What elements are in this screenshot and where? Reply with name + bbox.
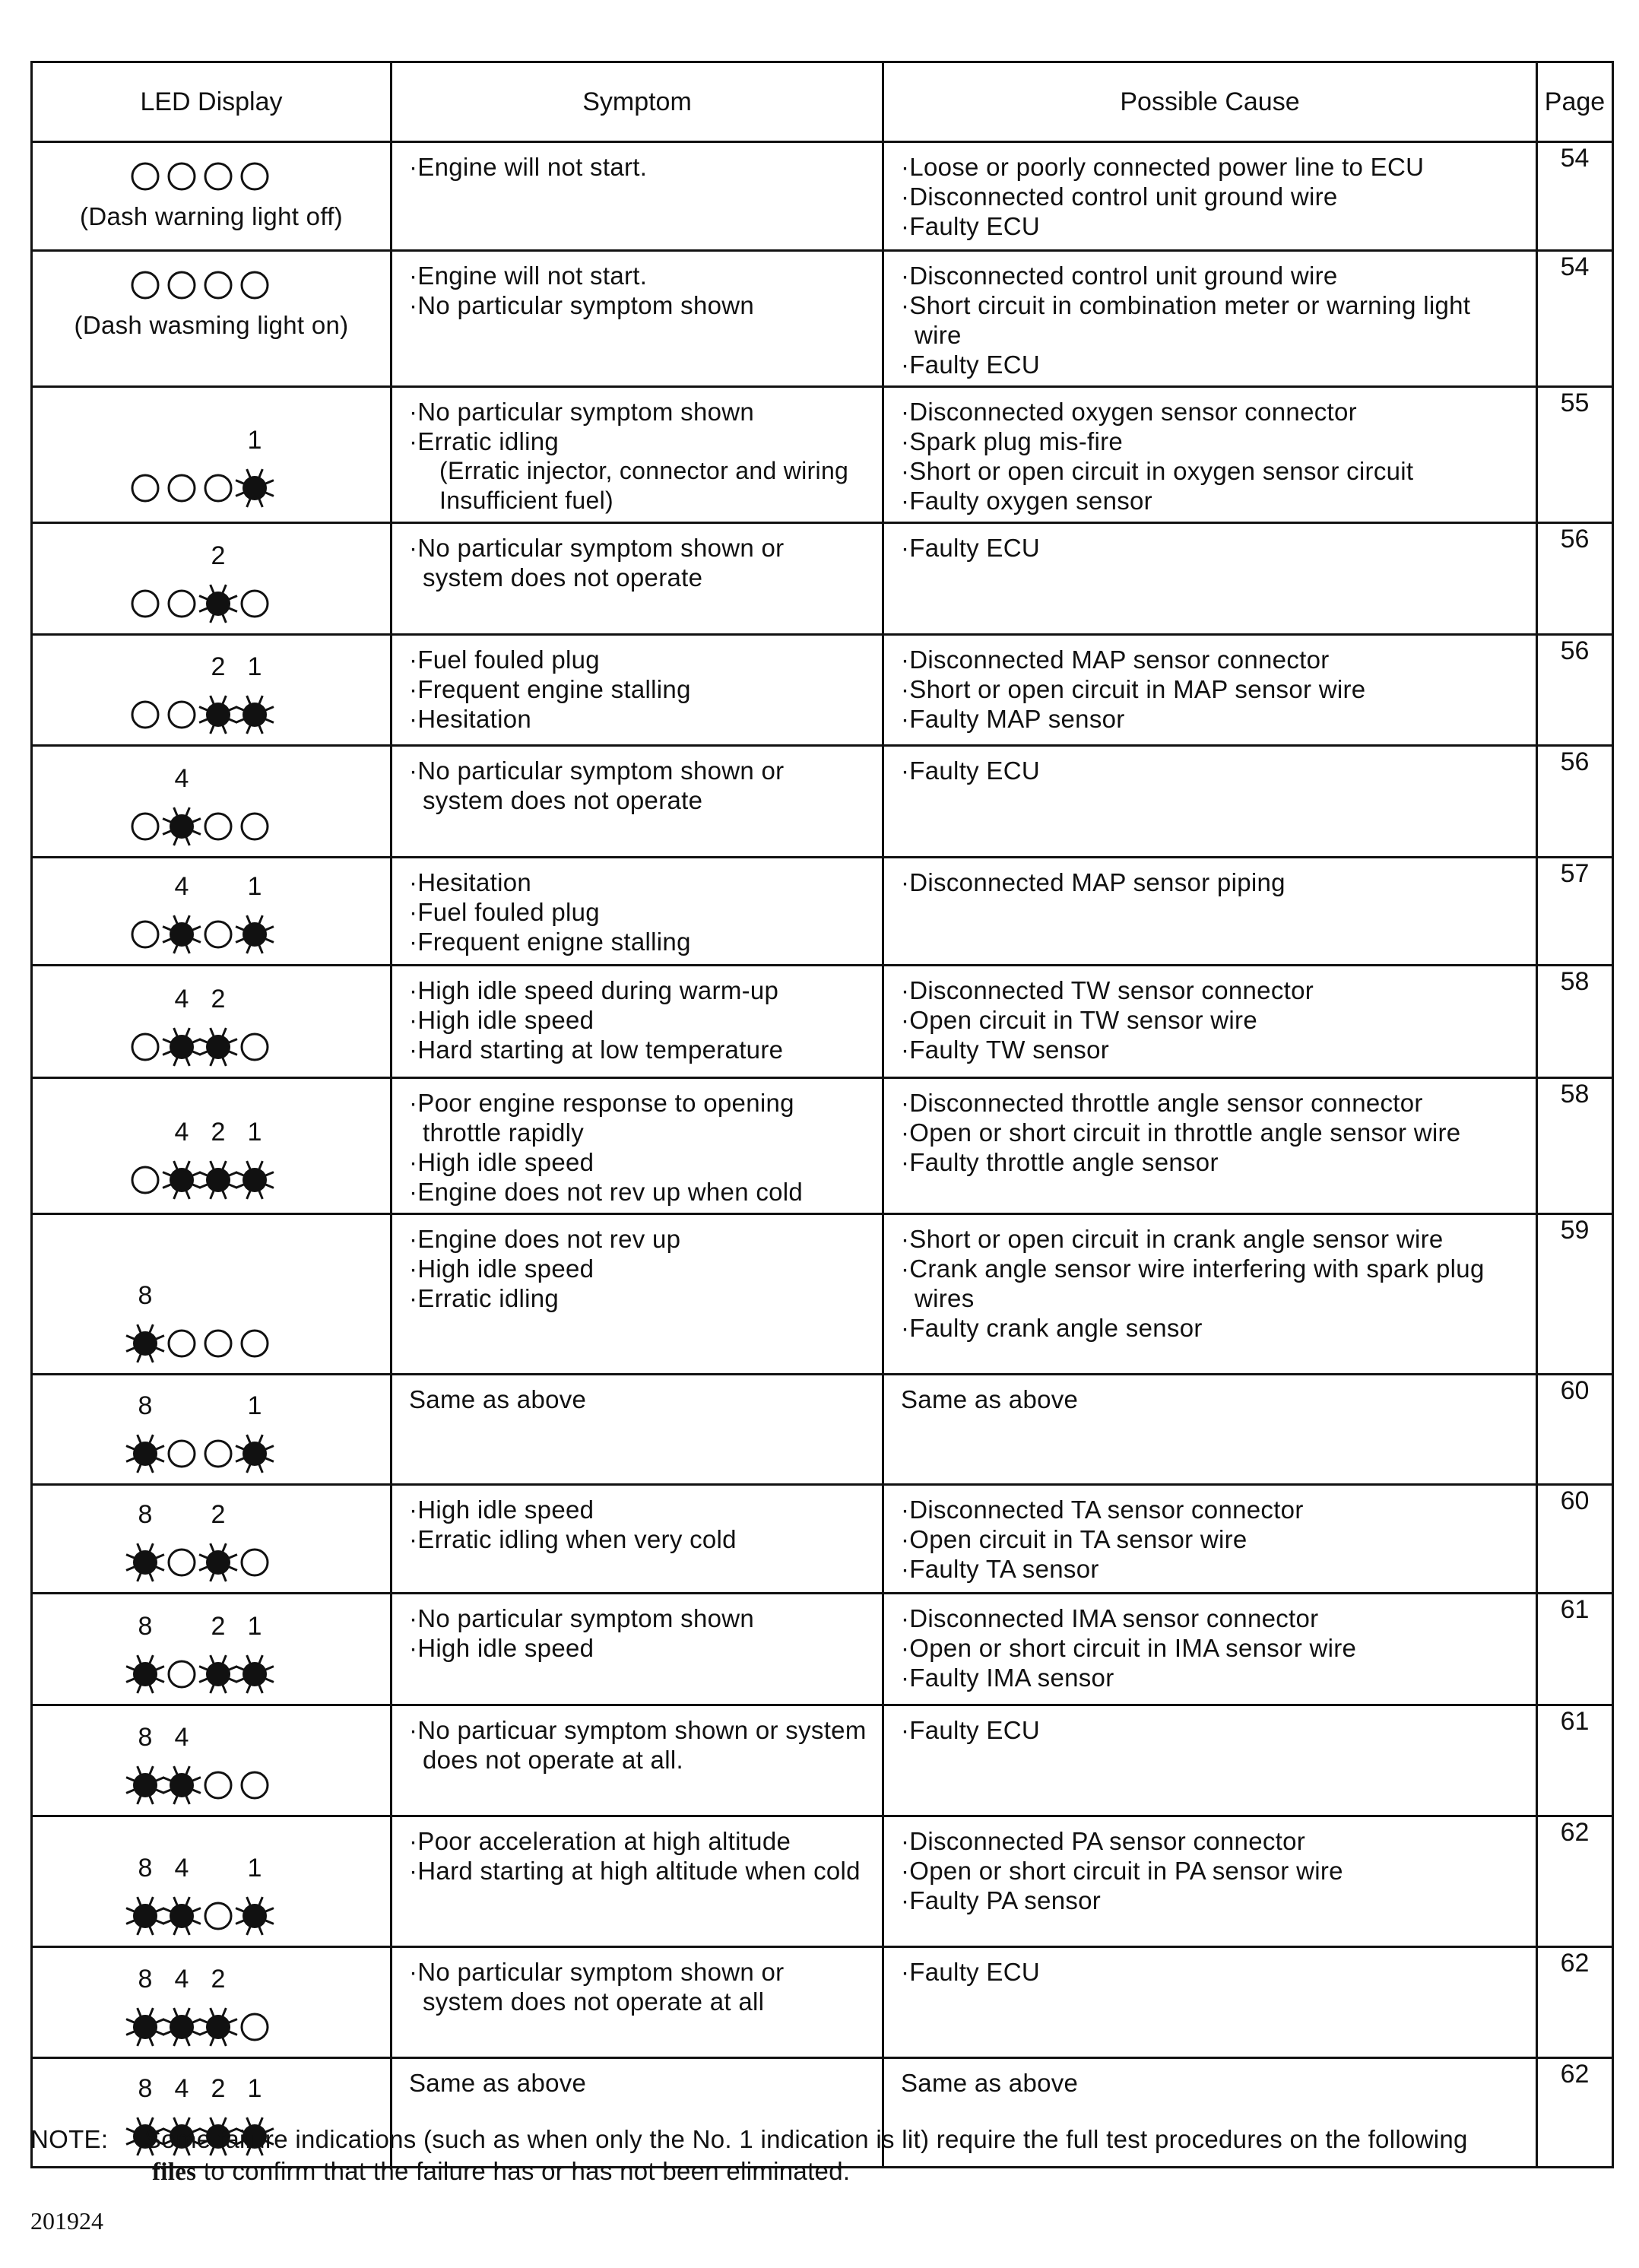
table-row [32, 523, 1613, 635]
cause-item: · Faulty ECU [901, 1715, 1523, 1745]
cause-item: · Faulty throttle angle sensor [901, 1147, 1523, 1177]
table-row [32, 1816, 1613, 1947]
led-indicator-group [33, 1817, 392, 1948]
symptom-item: · Erratic idling [409, 1283, 870, 1313]
symptom-cell [392, 746, 883, 858]
footnote [30, 2124, 1619, 2188]
led-number-label: 2 [211, 1965, 226, 1994]
led-number-label: 8 [138, 1854, 153, 1883]
symptom-cell [392, 1078, 883, 1214]
led-lit [199, 1028, 237, 1066]
led-display-cell [32, 142, 392, 251]
led-number-label: 2 [211, 1500, 226, 1529]
led-unlit [169, 1550, 195, 1575]
led-number-label: 8 [138, 1723, 153, 1752]
table-row [32, 635, 1613, 746]
cause-item: · Disconnected oxygen sensor connector [901, 397, 1523, 427]
cause-cell [883, 1214, 1537, 1375]
symptom-item: · Engine does not rev up [409, 1224, 870, 1254]
led-unlit [132, 921, 158, 947]
cause-item: · Disconnected throttle angle sensor connector [901, 1088, 1523, 1118]
led-indicator-group [33, 636, 392, 747]
led-unlit [132, 163, 158, 189]
cause-item: · Faulty TW sensor [901, 1035, 1523, 1064]
led-display-cell [32, 1816, 392, 1947]
led-unlit [132, 591, 158, 617]
symptom-cell [392, 1214, 883, 1375]
led-number-label: 1 [247, 426, 262, 455]
symptom-item: · No particuar symptom shown or system does not operate at all. [409, 1715, 870, 1775]
symptom-item: (Erratic injector, connector and wiring Insufficient fuel) [439, 457, 849, 514]
led-lit [199, 1543, 237, 1581]
symptom-item: · Frequent engine stalling [409, 674, 870, 704]
led-unlit [132, 1167, 158, 1193]
table-row [32, 1485, 1613, 1594]
led-display-cell [32, 635, 392, 746]
page-number-cell: 55 [1537, 387, 1613, 523]
led-unlit [205, 814, 231, 839]
led-lit [199, 1161, 237, 1199]
led-number-label: 1 [247, 1391, 262, 1420]
led-display-cell [32, 746, 392, 858]
symptom-item: · No particular symptom shown or system does not operate [409, 533, 870, 592]
led-unlit [169, 475, 195, 501]
symptom-item: · High idle speed [409, 1633, 870, 1663]
led-indicator-group [33, 1594, 392, 1706]
table-row [32, 1594, 1613, 1705]
cause-cell [883, 1485, 1537, 1594]
led-lit [126, 1766, 164, 1804]
cause-item: · Open or short circuit in IMA sensor wire [901, 1633, 1523, 1663]
led-number-label: 1 [247, 652, 262, 681]
led-indicator-group [33, 858, 392, 966]
cause-cell [883, 251, 1537, 387]
cause-item: · Loose or poorly connected power line to ECU [901, 152, 1523, 182]
symptom-cell [392, 966, 883, 1078]
page-number-cell: 57 [1537, 858, 1613, 966]
led-display-cell [32, 1375, 392, 1485]
cause-item: · Faulty crank angle sensor [901, 1313, 1523, 1343]
led-unlit [205, 163, 231, 189]
cause-item: · Disconnected TW sensor connector [901, 975, 1523, 1005]
led-lit [236, 1655, 274, 1693]
led-display-cell [32, 1078, 392, 1214]
led-number-label: 4 [174, 764, 189, 793]
led-unlit [169, 1661, 195, 1687]
led-number-label: 8 [138, 1612, 153, 1641]
led-display-cell [32, 251, 392, 387]
symptom-item: · High idle speed [409, 1005, 870, 1035]
led-number-label: 8 [138, 2074, 153, 2103]
led-indicator-group [33, 1948, 392, 2059]
cause-cell [883, 142, 1537, 251]
led-display-cell [32, 1947, 392, 2058]
led-number-label: 8 [138, 1391, 153, 1420]
led-lit [126, 1897, 164, 1935]
page-number-cell: 59 [1537, 1214, 1613, 1375]
led-unlit [132, 272, 158, 298]
cause-cell [883, 1816, 1537, 1947]
cause-item: · Faulty ECU [901, 350, 1523, 379]
led-lit [126, 1655, 164, 1693]
symptom-item: · High idle speed [409, 1147, 870, 1177]
symptom-cell [392, 1947, 883, 2058]
page-number-cell: 60 [1537, 1485, 1613, 1594]
led-indicator-group [33, 1706, 392, 1817]
cause-item: · Disconnected MAP sensor connector [901, 645, 1523, 674]
cause-cell [883, 1078, 1537, 1214]
header-page: Page [1537, 62, 1613, 142]
led-number-label: 2 [211, 2074, 226, 2103]
led-indicator-group [33, 1486, 392, 1594]
cause-item: · Faulty ECU [901, 533, 1523, 563]
cause-cell [883, 523, 1537, 635]
note-line-2: to confirm that the failure has or has not been eliminated. [203, 2157, 851, 2185]
led-unlit [132, 814, 158, 839]
header-led-display: LED Display [32, 62, 392, 142]
led-unlit [169, 163, 195, 189]
cause-item: · Open or short circuit in PA sensor wire [901, 1856, 1523, 1886]
cause-item: Same as above [901, 1385, 1079, 1413]
led-number-label: 2 [211, 1118, 226, 1147]
symptom-item: · Frequent enigne stalling [409, 927, 870, 956]
symptom-item: · No particular symptom shown or system does not operate [409, 756, 870, 815]
led-number-label: 1 [247, 1854, 262, 1883]
led-lit [126, 1324, 164, 1362]
page-number-cell: 56 [1537, 746, 1613, 858]
cause-cell [883, 1705, 1537, 1816]
led-lit [163, 915, 201, 953]
page-number-cell: 62 [1537, 1947, 1613, 2058]
cause-item: · Disconnected MAP sensor piping [901, 868, 1523, 897]
cause-item: · Faulty TA sensor [901, 1554, 1523, 1584]
symptom-item: · High idle speed during warm-up [409, 975, 870, 1005]
led-unlit [205, 475, 231, 501]
cause-cell [883, 635, 1537, 746]
symptom-cell [392, 1375, 883, 1485]
page-number-cell: 56 [1537, 635, 1613, 746]
dash-light-caption: (Dash wasming light on) [74, 311, 349, 339]
led-unlit [169, 702, 195, 728]
table-row [32, 1705, 1613, 1816]
cause-item: · Faulty MAP sensor [901, 704, 1523, 734]
page-number-cell: 58 [1537, 1078, 1613, 1214]
cause-item: · Faulty oxygen sensor [901, 486, 1523, 515]
led-lit [199, 585, 237, 623]
cause-item: · Disconnected TA sensor connector [901, 1495, 1523, 1524]
cause-item: · Faulty IMA sensor [901, 1663, 1523, 1692]
symptom-item: · Fuel fouled plug [409, 897, 870, 927]
symptom-item: · Hard starting at high altitude when cold [409, 1856, 870, 1886]
cause-item: · Disconnected PA sensor connector [901, 1826, 1523, 1856]
cause-cell [883, 1375, 1537, 1485]
note-bold-word: files [152, 2159, 197, 2186]
table-row [32, 858, 1613, 966]
symptom-item: · Engine does not rev up when cold [409, 1177, 870, 1207]
symptom-cell [392, 1816, 883, 1947]
cause-cell [883, 966, 1537, 1078]
symptom-cell [392, 387, 883, 523]
led-lit [126, 2008, 164, 2046]
cause-item: · Short or open circuit in MAP sensor wire [901, 674, 1523, 704]
symptom-cell [392, 858, 883, 966]
symptom-item: · Engine will not start. [409, 152, 870, 182]
symptom-item: · Poor engine response to opening throttle rapidly [409, 1088, 870, 1147]
led-display-cell [32, 387, 392, 523]
cause-item: · Open circuit in TA sensor wire [901, 1524, 1523, 1554]
page-number-cell: 58 [1537, 966, 1613, 1078]
led-number-label: 1 [247, 872, 262, 901]
table-row [32, 1947, 1613, 2058]
cause-cell [883, 858, 1537, 966]
led-unlit [242, 591, 268, 617]
dash-light-caption: (Dash warning light off) [80, 202, 343, 230]
note-line-1: Some failure indications (such as when only the No. 1 indication is lit) require the full test procedures on the following [144, 2125, 1468, 2153]
cause-item: · Short circuit in combination meter or warning light wire [901, 290, 1523, 350]
symptom-cell [392, 1594, 883, 1705]
led-display-cell [32, 858, 392, 966]
led-number-label: 1 [247, 1612, 262, 1641]
cause-item: · Open or short circuit in throttle angle sensor wire [901, 1118, 1523, 1147]
cause-item: · Disconnected control unit ground wire [901, 261, 1523, 290]
table-body [32, 142, 1613, 2168]
led-display-cell [32, 1485, 392, 1594]
cause-item: · Crank angle sensor wire interfering with spark plug wires [901, 1254, 1523, 1313]
led-lit [163, 1766, 201, 1804]
led-lit [236, 1435, 274, 1473]
led-unlit [169, 1441, 195, 1467]
table-row [32, 251, 1613, 387]
cause-item: Same as above [901, 2069, 1079, 2097]
led-lit [236, 469, 274, 507]
cause-item: · Disconnected control unit ground wire [901, 182, 1523, 211]
symptom-item: · Poor acceleration at high altitude [409, 1826, 870, 1856]
led-number-label: 2 [211, 652, 226, 681]
symptom-item: · Fuel fouled plug [409, 645, 870, 674]
symptom-item: Same as above [409, 1385, 587, 1413]
table-row [32, 1214, 1613, 1375]
led-lit [163, 2008, 201, 2046]
symptom-item: · Erratic idling when very cold [409, 1524, 870, 1554]
led-number-label: 4 [174, 985, 189, 1013]
led-unlit [242, 1550, 268, 1575]
symptom-cell [392, 1705, 883, 1816]
led-lit [236, 1897, 274, 1935]
symptom-cell [392, 1485, 883, 1594]
cause-item: · Short or open circuit in crank angle sensor wire [901, 1224, 1523, 1254]
led-display-cell [32, 1214, 392, 1375]
led-number-label: 4 [174, 1854, 189, 1883]
led-lit [163, 807, 201, 845]
symptom-item: · No particular symptom shown [409, 397, 870, 427]
led-number-label: 8 [138, 1965, 153, 1994]
header-symptom: Symptom [392, 62, 883, 142]
diagnostic-sheet [30, 61, 1612, 2168]
led-unlit [205, 1772, 231, 1798]
led-lit [236, 1161, 274, 1199]
led-indicator-group [33, 143, 392, 252]
led-unlit [132, 475, 158, 501]
table-row [32, 966, 1613, 1078]
led-lit [236, 696, 274, 734]
led-unlit [132, 1034, 158, 1060]
led-number-label: 4 [174, 2074, 189, 2103]
led-indicator-group [33, 966, 392, 1079]
led-unlit [242, 272, 268, 298]
symptom-item: · Hesitation [409, 868, 870, 897]
page-number-cell: 61 [1537, 1705, 1613, 1816]
symptom-item: · Hard starting at low temperature [409, 1035, 870, 1064]
page-number-cell: 56 [1537, 523, 1613, 635]
table-row [32, 387, 1613, 523]
led-lit [126, 1543, 164, 1581]
led-lit [163, 1897, 201, 1935]
led-lit [236, 915, 274, 953]
symptom-cell [392, 142, 883, 251]
led-number-label: 4 [174, 1965, 189, 1994]
led-unlit [205, 1903, 231, 1929]
led-number-label: 8 [138, 1500, 153, 1529]
led-number-label: 1 [247, 2074, 262, 2103]
header-possible-cause: Possible Cause [883, 62, 1537, 142]
led-unlit [242, 1331, 268, 1356]
led-lit [163, 1161, 201, 1199]
diagnostic-table [30, 61, 1614, 2168]
led-unlit [242, 163, 268, 189]
cause-item: · Faulty ECU [901, 1957, 1523, 1987]
led-unlit [169, 1331, 195, 1356]
page-number-cell: 62 [1537, 2058, 1613, 2168]
cause-item: · Faulty ECU [901, 211, 1523, 241]
led-display-cell [32, 1705, 392, 1816]
led-display-cell [32, 1594, 392, 1705]
led-unlit [242, 1772, 268, 1798]
led-unlit [169, 272, 195, 298]
led-unlit [242, 2014, 268, 2040]
cause-item: · Short or open circuit in oxygen sensor circuit [901, 456, 1523, 486]
led-indicator-group [33, 388, 392, 520]
page-number-cell: 54 [1537, 251, 1613, 387]
table-row [32, 1375, 1613, 1485]
led-lit [163, 1028, 201, 1066]
cause-item: · Disconnected IMA sensor connector [901, 1603, 1523, 1633]
symptom-cell [392, 523, 883, 635]
led-unlit [132, 702, 158, 728]
symptom-item: · No particular symptom shown or system does not operate at all [409, 1957, 870, 2016]
table-row [32, 1078, 1613, 1214]
led-number-label: 4 [174, 872, 189, 901]
led-number-label: 1 [247, 1118, 262, 1147]
cause-cell [883, 387, 1537, 523]
symptom-cell [392, 251, 883, 387]
led-display-cell [32, 523, 392, 635]
symptom-item: · No particular symptom shown [409, 290, 870, 320]
symptom-cell [392, 635, 883, 746]
led-unlit [205, 272, 231, 298]
led-lit [126, 1435, 164, 1473]
symptom-item: · Hesitation [409, 704, 870, 734]
cause-item: · Spark plug mis-fire [901, 427, 1523, 456]
led-lit [199, 696, 237, 734]
led-indicator-group [33, 1215, 392, 1375]
cause-cell [883, 1594, 1537, 1705]
symptom-item: · High idle speed [409, 1495, 870, 1524]
symptom-item: · Erratic idling [409, 427, 870, 456]
led-unlit [205, 1331, 231, 1356]
cause-item: · Faulty ECU [901, 756, 1523, 785]
led-display-cell [32, 966, 392, 1078]
led-lit [199, 1655, 237, 1693]
led-indicator-group [33, 1375, 392, 1486]
page-number-cell: 54 [1537, 142, 1613, 251]
led-unlit [242, 1034, 268, 1060]
page-number-cell: 61 [1537, 1594, 1613, 1705]
led-number-label: 4 [174, 1118, 189, 1147]
document-id: 201924 [30, 2207, 103, 2235]
cause-item: · Open circuit in TW sensor wire [901, 1005, 1523, 1035]
note-label: NOTE: [30, 2125, 109, 2153]
led-number-label: 2 [211, 541, 226, 570]
led-unlit [205, 1441, 231, 1467]
led-number-label: 8 [138, 1281, 153, 1310]
led-number-label: 2 [211, 1612, 226, 1641]
cause-item: · Faulty PA sensor [901, 1886, 1523, 1915]
symptom-item: · High idle speed [409, 1254, 870, 1283]
table-row [32, 142, 1613, 251]
led-unlit [242, 814, 268, 839]
table-row [32, 746, 1613, 858]
led-unlit [205, 921, 231, 947]
led-indicator-group [33, 1079, 392, 1212]
page-number-cell: 62 [1537, 1816, 1613, 1947]
led-number-label: 4 [174, 1723, 189, 1752]
page-number-cell: 60 [1537, 1375, 1613, 1485]
cause-cell [883, 746, 1537, 858]
header-row [32, 62, 1613, 142]
led-indicator-group [33, 747, 392, 858]
cause-cell [883, 1947, 1537, 2058]
led-lit [199, 2008, 237, 2046]
symptom-item: Same as above [409, 2069, 587, 2097]
symptom-item: · No particular symptom shown [409, 1603, 870, 1633]
led-unlit [169, 591, 195, 617]
symptom-item: · Engine will not start. [409, 261, 870, 290]
led-number-label: 2 [211, 985, 226, 1013]
led-indicator-group [33, 524, 392, 636]
